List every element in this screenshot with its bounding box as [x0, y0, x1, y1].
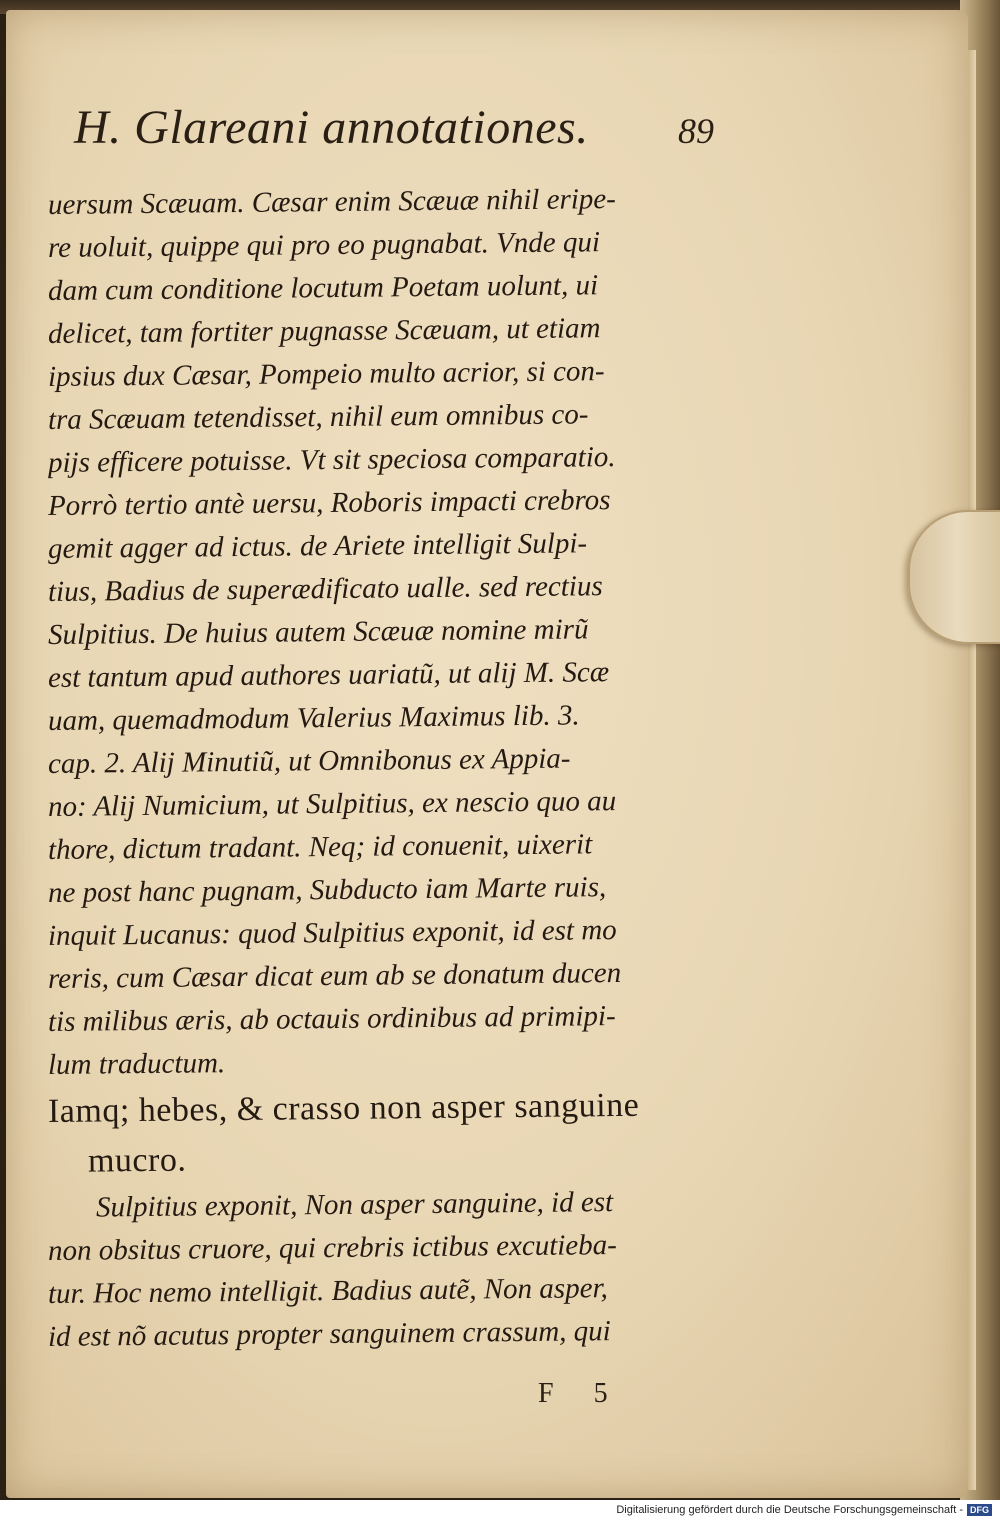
dfg-logo-icon: DFG	[967, 1504, 992, 1516]
text-line: tis milibus æris, ab octauis ordinibus ad primipi-	[47, 1000, 616, 1038]
text-line: ne post hanc pugnam, Subducto iam Marte ruis,	[47, 871, 607, 909]
page-edge	[968, 50, 976, 1490]
text-line: tius, Badius de superædificato ualle. sed rectius	[47, 570, 603, 608]
text-line: dam cum conditione locutum Poetam uolunt, ui	[47, 269, 599, 307]
text-line: pijs efficere potuisse. Vt sit speciosa comparatio.	[47, 441, 616, 479]
signature-mark	[538, 1378, 658, 1422]
text-line: no: Alij Numicium, ut Sulpitius, ex nescio quo au	[47, 785, 617, 823]
signature-number: 5	[593, 1378, 608, 1409]
text-line: lum traductum.	[47, 1047, 226, 1081]
page-body	[48, 184, 713, 1359]
text-line: reris, cum Cæsar dicat eum ab se donatum ducen	[47, 956, 622, 995]
text-line: ipsius dux Cæsar, Pompeio multo acrior, si con-	[47, 355, 605, 393]
lemma-line: Iamq; hebes, & crasso non asper sanguine	[47, 1086, 640, 1130]
signature-letter: F	[538, 1378, 554, 1409]
verse-lemma	[48, 1087, 713, 1187]
text-line: Porrò tertio antè uersu, Roboris impacti crebros	[47, 484, 611, 522]
text-line: id est nõ acutus propter sanguinem crassum, qui	[47, 1315, 611, 1353]
text-line: delicet, tam fortiter pugnasse Scæuam, ut etiam	[47, 312, 601, 350]
commentary-block-2	[48, 1187, 713, 1359]
text-line: est tantum apud authores uariatũ, ut alij M. Scæ	[47, 656, 610, 694]
text-line: tur. Hoc nemo intelligit. Badius autẽ, Non asper,	[47, 1272, 608, 1310]
text-line: gemit agger ad ictus. de Ariete intelligit Sulpi-	[47, 527, 588, 565]
text-line: Sulpitius exponit, Non asper sanguine, id est	[95, 1186, 614, 1224]
text-line: inquit Lucanus: quod Sulpitius exponit, id est mo	[47, 914, 617, 952]
text-line: uam, quemadmodum Valerius Maximus lib. 3.	[47, 699, 580, 737]
text-line: thore, dictum tradant. Neq; id conuenit, uixerit	[47, 828, 593, 866]
commentary-block-1	[48, 184, 713, 1087]
digitization-notice	[0, 1500, 1000, 1520]
page-number: 89	[678, 111, 714, 151]
digitization-text: Digitalisierung gefördert durch die Deutsche Forschungsgemeinschaft -	[616, 1504, 963, 1516]
running-title: H. Glareani annotationes.	[74, 101, 589, 154]
text-line: tra Scæuam tetendisset, nihil eum omnibus co-	[47, 398, 589, 436]
lemma-line: mucro.	[87, 1141, 187, 1180]
text-line: re uoluit, quippe qui pro eo pugnabat. Vnde qui	[47, 226, 601, 264]
text-line: cap. 2. Alij Minutiũ, ut Omnibonus ex Appia-	[47, 742, 571, 780]
text-line: non obsitus cruore, qui crebris ictibus excutieba-	[47, 1229, 618, 1267]
running-header	[74, 100, 714, 170]
text-line: uersum Scæuam. Cæsar enim Scæuæ nihil eripe-	[47, 183, 617, 221]
text-line: Sulpitius. De huius autem Scæuæ nomine mirũ	[47, 613, 589, 651]
